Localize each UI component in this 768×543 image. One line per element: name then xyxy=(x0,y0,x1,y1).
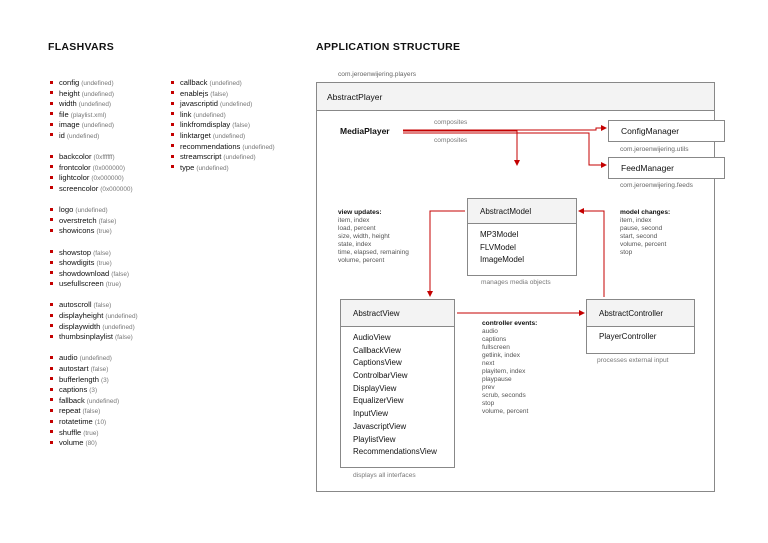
flashvar-name: autoscroll xyxy=(59,300,92,310)
view-class-item: DisplayView xyxy=(353,383,397,393)
flashvar-default: (undefined) xyxy=(242,143,275,151)
flashvar-name: file xyxy=(59,109,69,119)
flashvar-name: shuffle xyxy=(59,427,82,437)
flashvar-name: showstop xyxy=(59,247,92,257)
flashvar-name: callback xyxy=(180,78,208,87)
controller-event-line: playpause xyxy=(482,376,512,383)
view-update-line: load, percent xyxy=(338,225,376,232)
flashvar-default: (undefined) xyxy=(81,90,115,98)
controller-event-line: next xyxy=(482,360,495,367)
flashvar-default: (undefined) xyxy=(66,132,100,140)
flashvar-name: frontcolor xyxy=(59,162,91,172)
flashvars-title: FLASHVARS xyxy=(48,41,115,53)
flashvar-default: (false) xyxy=(210,90,229,98)
flashvar-name: height xyxy=(59,88,80,98)
flashvar-name: enablejs xyxy=(180,88,209,98)
flashvar-default: (undefined) xyxy=(75,207,108,215)
arrow-to-feed-manager xyxy=(403,133,606,165)
controller-event-line: volume, percent xyxy=(482,408,529,415)
controller-events-title: controller events: xyxy=(482,320,538,327)
flashvar-default: (undefined) xyxy=(209,80,242,87)
model-change-line: volume, percent xyxy=(620,241,667,248)
flashvar-name: captions xyxy=(59,385,88,395)
flashvar-name: bufferlength xyxy=(59,374,99,384)
flashvar-default: (undefined) xyxy=(79,355,112,363)
model-class-item: ImageModel xyxy=(480,255,525,265)
flashvar-default: (undefined) xyxy=(212,132,246,140)
package-players-label: com.jeroenwijering.players xyxy=(338,71,417,78)
view-update-line: size, width, height xyxy=(338,233,390,240)
model-change-line: pause, second xyxy=(620,225,663,232)
flashvar-name: logo xyxy=(59,205,74,215)
model-class-item: MP3Model xyxy=(480,230,519,239)
flashvar-name: screencolor xyxy=(59,183,99,193)
flashvar-default: (3) xyxy=(100,376,109,384)
arrow-model-to-view xyxy=(430,211,465,296)
view-class-item: EqualizerView xyxy=(353,396,404,406)
composites-label-2: composites xyxy=(434,137,468,144)
model-change-line: start, second xyxy=(620,233,658,240)
controller-event-line: stop xyxy=(482,400,495,407)
flashvar-default: (undefined) xyxy=(223,154,256,162)
view-class-item: PlaylistView xyxy=(353,434,396,444)
flashvar-default: (0x000000) xyxy=(100,185,133,193)
flashvar-default: (false) xyxy=(93,249,111,257)
flashvar-default: (80) xyxy=(85,440,97,448)
flashvar-name: config xyxy=(59,78,80,87)
flashvar-name: width xyxy=(59,99,77,109)
arrow-to-abstract-model xyxy=(403,131,517,165)
view-updates-title: view updates: xyxy=(338,209,382,216)
flashvar-name: thumbsinplaylist xyxy=(59,332,114,342)
controller-event-line: fullscreen xyxy=(482,344,510,351)
view-class-item: ControlbarView xyxy=(353,371,408,381)
flashvar-name: displayheight xyxy=(59,311,104,321)
flashvar-name: image xyxy=(59,120,80,130)
abstract-controller-caption: processes external input xyxy=(597,357,669,364)
arrow-controller-to-model xyxy=(579,211,604,297)
flashvar-name: linktarget xyxy=(180,130,211,140)
abstract-controller-title: AbstractController xyxy=(587,300,694,327)
flashvar-name: showicons xyxy=(59,226,95,236)
model-class-item: FLVModel xyxy=(480,242,516,252)
flashvar-default: (undefined) xyxy=(81,122,115,130)
model-change-line: item, index xyxy=(620,217,652,224)
flashvar-default: (undefined) xyxy=(105,313,138,321)
flashvar-default: (true) xyxy=(105,281,122,289)
flashvar-default: (10) xyxy=(94,419,107,426)
view-update-line: volume, percent xyxy=(338,257,385,264)
flashvar-name: link xyxy=(180,109,192,119)
package-utils-label: com.jeroenwijering.utils xyxy=(620,146,689,153)
model-change-line: stop xyxy=(620,249,633,256)
flashvar-name: repeat xyxy=(59,406,81,416)
config-manager-box: ConfigManager xyxy=(608,120,725,142)
flashvar-default: (0x000000) xyxy=(92,164,125,172)
flashvar-name: usefullscreen xyxy=(59,279,104,289)
application-structure-title: APPLICATION STRUCTURE xyxy=(316,41,461,53)
controller-event-line: scrub, seconds xyxy=(482,392,526,399)
view-class-item: AudioView xyxy=(353,333,391,342)
view-class-item: CallbackView xyxy=(353,345,401,355)
view-update-line: item, index xyxy=(338,217,370,224)
abstract-model-caption: manages media objects xyxy=(481,279,551,286)
flashvar-default: (undefined) xyxy=(81,80,114,87)
flashvar-name: javascriptid xyxy=(180,99,218,109)
feed-manager-box: FeedManager xyxy=(608,157,725,179)
view-class-item: InputView xyxy=(353,409,388,419)
flashvar-default: (undefined) xyxy=(196,164,229,172)
flashvar-name: showdigits xyxy=(59,258,95,268)
model-changes-title: model changes: xyxy=(620,209,671,216)
flashvar-default: (playlist.xml) xyxy=(70,111,107,119)
flashvar-default: (false) xyxy=(90,366,109,374)
flashvar-default: (undefined) xyxy=(86,397,120,405)
view-class-item: CaptionsView xyxy=(353,358,402,368)
view-update-line: state, index xyxy=(338,241,372,248)
flashvar-default: (false) xyxy=(111,270,130,278)
view-class-item: RecommendationsView xyxy=(353,447,437,457)
controller-event-line: captions xyxy=(482,336,507,343)
flashvar-default: (undefined) xyxy=(102,323,135,331)
flashvar-name: showdownload xyxy=(59,268,110,278)
flashvar-default: (false) xyxy=(82,408,101,416)
flashvar-default: (true) xyxy=(96,260,112,268)
flashvar-name: recommendations xyxy=(180,141,241,151)
abstract-view-title: AbstractView xyxy=(341,300,454,327)
composites-label-1: composites xyxy=(434,119,468,126)
flashvar-name: id xyxy=(59,130,65,140)
abstract-view-caption: displays all interfaces xyxy=(353,472,416,479)
flashvar-name: rotatetime xyxy=(59,417,93,426)
flashvar-name: type xyxy=(180,162,195,172)
flashvar-default: (true) xyxy=(96,228,112,236)
flashvar-default: (false) xyxy=(115,334,133,342)
package-feeds-label: com.jeroenwijering.feeds xyxy=(620,182,693,189)
flashvar-name: displaywidth xyxy=(59,321,101,331)
controller-event-line: getlink, index xyxy=(482,352,520,359)
flashvar-name: lightcolor xyxy=(59,173,90,183)
flashvar-name: audio xyxy=(59,353,78,363)
flashvar-name: volume xyxy=(59,438,84,448)
flashvar-name: linkfromdisplay xyxy=(180,120,231,130)
flashvar-name: autostart xyxy=(59,364,89,374)
flashvar-default: (0x000000) xyxy=(91,175,124,183)
flashvar-default: (false) xyxy=(98,217,117,225)
view-class-item: JavascriptView xyxy=(353,421,407,431)
controller-event-line: audio xyxy=(482,328,498,335)
controller-event-line: prev xyxy=(482,384,495,391)
abstract-model-title: AbstractModel xyxy=(468,199,576,224)
media-player-label: MediaPlayer xyxy=(340,126,390,136)
flashvar-default: (undefined) xyxy=(193,111,226,119)
flashvar-default: (undefined) xyxy=(78,101,112,109)
flashvar-default: (3) xyxy=(89,387,98,395)
flashvar-name: streamscript xyxy=(180,152,222,162)
view-update-line: time, elapsed, remaining xyxy=(338,249,409,256)
abstract-player-header: AbstractPlayer xyxy=(317,83,714,111)
flashvar-default: (true) xyxy=(83,429,99,437)
flashvar-default: (false) xyxy=(93,302,112,310)
controller-class-item: PlayerController xyxy=(599,332,657,341)
arrow-to-config-manager xyxy=(403,128,606,130)
flashvar-default: (undefined) xyxy=(219,101,253,109)
flashvar-name: backcolor xyxy=(59,152,92,162)
flashvar-name: fallback xyxy=(59,395,85,405)
flashvar-default: (0xffffff) xyxy=(93,154,115,162)
flashvar-name: overstretch xyxy=(59,215,97,225)
flashvar-default: (false) xyxy=(232,122,250,130)
controller-event-line: playitem, index xyxy=(482,368,526,375)
